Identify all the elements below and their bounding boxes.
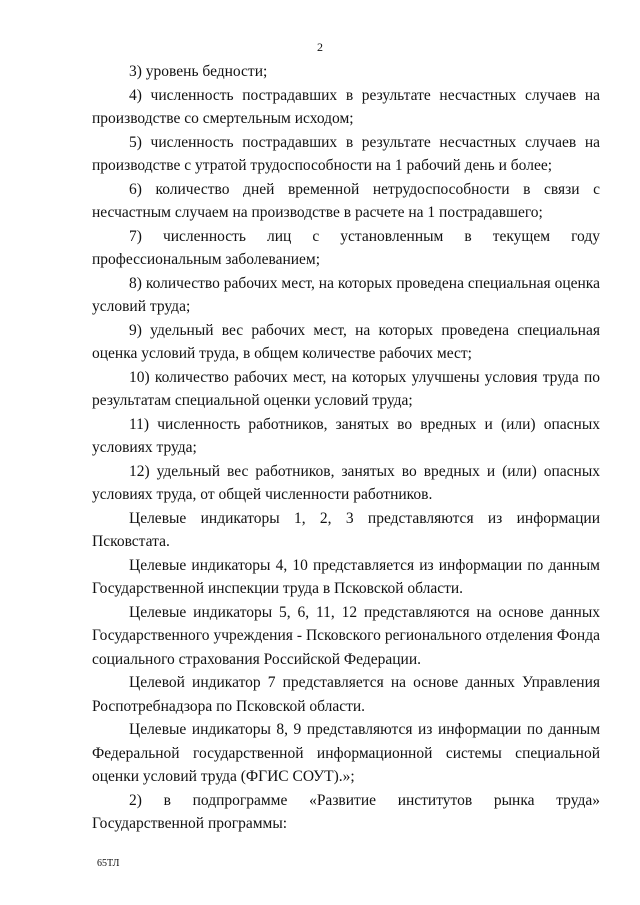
footer-code: 65ТЛ	[97, 858, 120, 869]
paragraph: 3) уровень бедности;	[129, 63, 268, 80]
paragraph: 2) в подпрограмме «Развитие институтов рынка труда» Государственной программы:	[92, 791, 600, 832]
paragraph: 6) количество дней временной нетрудоспособности в связи с несчастным случаем на производстве в расчете на 1 пострадавшего;	[92, 180, 600, 221]
paragraph: 5) численность пострадавших в результате несчастных случаев на производстве с утратой трудоспособности на 1 рабочий день и более;	[92, 133, 600, 174]
paragraph: 12) удельный вес работников, занятых во вредных и (или) опасных условиях труда, от общей численности работников.	[92, 462, 600, 503]
paragraph: Целевые индикаторы 4, 10 представляется из информации по данным Государственной инспекции труда в Псковской области.	[92, 556, 600, 597]
paragraph: 4) численность пострадавших в результате несчастных случаев на производстве со смертельным исходом;	[92, 86, 600, 127]
document-body	[92, 60, 600, 836]
paragraph: 11) численность работников, занятых во вредных и (или) опасных условиях труда;	[92, 415, 600, 456]
paragraph: Целевые индикаторы 8, 9 представляются из информации по данным Федеральной государственной информационной системы специальной оценки условий труда (ФГИС СОУТ).»;	[92, 721, 600, 785]
page-number: 2	[317, 40, 323, 54]
paragraph: Целевой индикатор 7 представляется на основе данных Управления Роспотребнадзора по Псковской области.	[92, 674, 600, 715]
paragraph: 7) численность лиц с установленным в текущем году профессиональным заболеванием;	[92, 227, 600, 268]
paragraph: Целевые индикаторы 1, 2, 3 представляются из информации Псковстата.	[92, 509, 600, 550]
paragraph: 10) количество рабочих мест, на которых улучшены условия труда по результатам специальной оценки условий труда;	[92, 368, 600, 409]
paragraph: Целевые индикаторы 5, 6, 11, 12 представляются на основе данных Государственного учреждения - Псковского регионального отделения Фонда социального страхования Российской Федерации.	[92, 603, 600, 668]
paragraph: 8) количество рабочих мест, на которых проведена специальная оценка условий труда;	[92, 274, 600, 315]
paragraph: 9) удельный вес рабочих мест, на которых проведена специальная оценка условий труда, в общем количестве рабочих мест;	[92, 321, 600, 362]
